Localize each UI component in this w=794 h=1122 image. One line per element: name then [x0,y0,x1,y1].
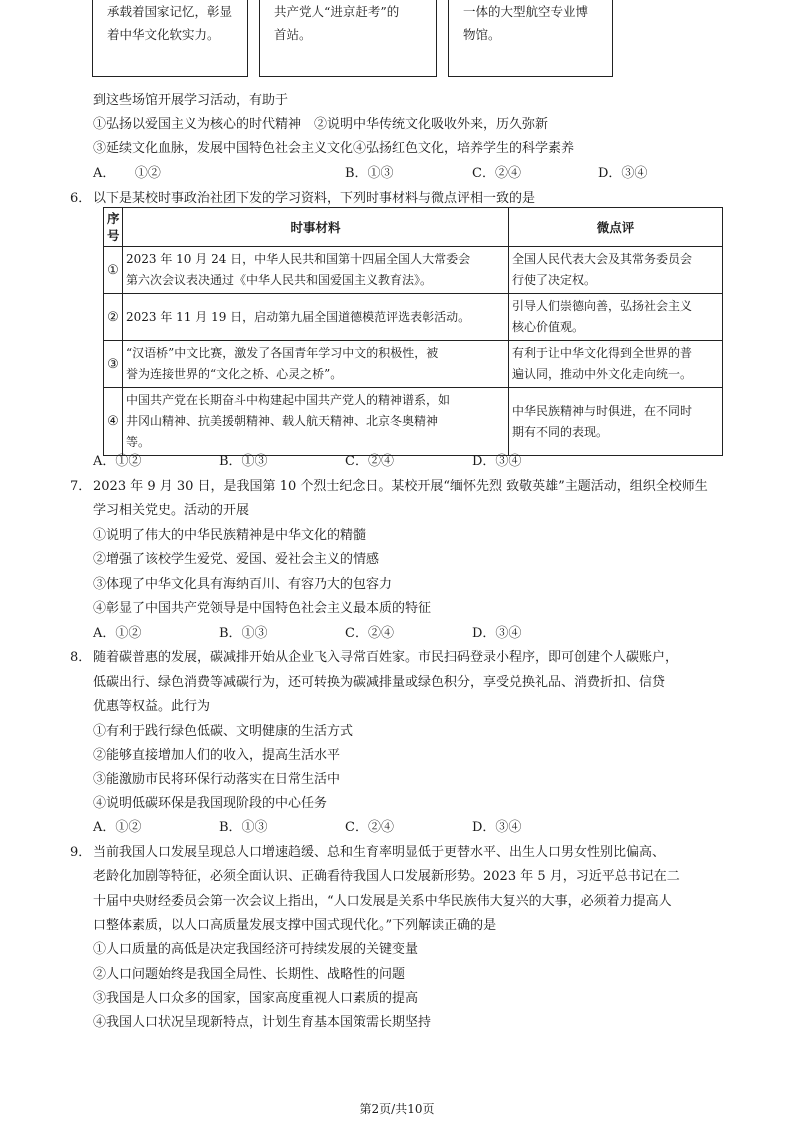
cell-line: “汉语桥”中文比赛，激发了各国青年学习中文的积极性，被 [126,346,439,360]
cell-line: 全国人民代表大会及其常务委员会 [512,252,693,266]
cell-line: 引导人们崇德向善，弘扬社会主义 [512,299,693,313]
q5-option-c[interactable]: C．②④ [472,166,521,181]
row-index: ② [104,294,123,341]
box-text: 着中华文化软实力。 [107,27,220,42]
q7-item: ①说明了伟大的中华民族精神是中华文化的精髓 [93,528,367,543]
row-comment [509,247,723,294]
cell-line: 中国共产党在长期奋斗中构建起中国共产党人的精神谱系，如 [126,393,451,407]
row-comment [509,294,723,341]
q7-option-a[interactable]: A．①② [93,626,142,641]
q7-option-b[interactable]: B．①③ [219,626,268,641]
q9-stem: 老龄化加剧等特征，必须全面认识、正确看待我国人口发展新形势。2023 年 5 月，习近平总书记在二 [93,869,680,884]
header-material: 时事材料 [123,208,509,247]
cell-line: 第六次会议表决通过《中华人民共和国爱国主义教育法》。 [126,273,433,287]
row-material [123,294,509,341]
q8-option-b[interactable]: B．①③ [219,820,268,835]
q7-number: 7． [70,479,92,494]
header-comment: 微点评 [509,208,723,247]
q6-option-b[interactable]: B．①③ [219,454,268,469]
q6-stem: 以下是某校时事政治社团下发的学习资料，下列时事材料与微点评相一致的是 [93,191,536,206]
q7-stem: 2023 年 9 月 30 日，是我国第 10 个烈士纪念日。某校开展“缅怀先烈 致敬英雄”主题活动，组织全校师生 [93,479,708,494]
box-text: 物馆。 [463,27,501,42]
q8-stem: 优惠等权益。此行为 [93,699,211,714]
row-index: ③ [104,341,123,388]
row-material [123,247,509,294]
q9-stem: 当前我国人口发展呈现总人口增速趋缓、总和生育率明显低于更替水平、出生人口男女性别比偏高、 [93,845,666,860]
box-text: 一体的大型航空专业博 [463,4,589,19]
cell-line: 期有不同的表现。 [512,424,609,439]
page-footer: 第2页/共10页 [359,1102,435,1116]
q5-item: ①弘扬以爱国主义为核心的时代精神 ②说明中华传统文化吸收外来，历久弥新 [93,117,549,132]
q8-item: ①有利于践行绿色低碳、文明健康的生活方式 [93,724,354,739]
q7-item: ②增强了该校学生爱党、爱国、爱社会主义的情感 [93,552,380,567]
q8-number: 8． [70,650,92,665]
cell-line: 誉为连接世界的“文化之桥、心灵之桥”。 [126,367,343,381]
table-row [104,294,723,341]
q6-option-d[interactable]: D．③④ [472,454,522,469]
q8-item: ③能激励市民将环保行动落实在日常生活中 [93,772,341,787]
box-text: 共产党人“进京赶考”的 [274,4,400,19]
q9-item: ③我国是人口众多的国家，国家高度重视人口素质的提高 [93,991,419,1006]
q8-option-c[interactable]: C．②④ [345,820,394,835]
q9-stem: 口整体素质，以人口高质量发展支撑中国式现代化。”下列解读正确的是 [93,918,497,933]
q7-stem: 学习相关党史。活动的开展 [93,503,250,518]
cell-line: 中华民族精神与时俱进，在不同时 [512,403,693,418]
museum-box-2 [259,0,437,77]
q9-item: ②人口问题始终是我国全局性、长期性、战略性的问题 [93,967,406,982]
q5-stem: 到这些场馆开展学习活动，有助于 [93,93,289,108]
row-material [123,341,509,388]
q9-item: ④我国人口状况呈现新特点，计划生育基本国策需长期坚持 [93,1015,432,1030]
table-row [104,388,723,456]
table-header-row [104,208,723,247]
q6-number: 6． [70,191,92,206]
q7-option-c[interactable]: C．②④ [345,626,394,641]
cell-line: 有利于让中华文化得到全世界的普 [512,346,693,360]
q8-item: ②能够直接增加人们的收入，提高生活水平 [93,748,341,763]
q7-item: ④彰显了中国共产党领导是中国特色社会主义最本质的特征 [93,601,432,616]
cell-line: 核心价值观。 [512,320,585,334]
cell-line: 行使了决定权。 [512,273,597,287]
row-comment [509,388,723,456]
cell-line: 井冈山精神、抗美援朝精神、载人航天精神、北京冬奥精神 [126,414,439,428]
row-material [123,388,509,456]
q5-item: ③延续文化血脉，发展中国特色社会主义文化④弘扬红色文化，培养学生的科学素养 [93,141,575,156]
q5-option-a[interactable]: A． ①② [93,166,161,181]
table-row [104,247,723,294]
q8-stem: 低碳出行、绿色消费等减碳行为，还可转换为碳减排量或绿色积分，享受兑换礼品、消费折扣、信贷 [93,675,666,690]
cell-line: 遍认同，推动中外文化走向统一。 [512,367,693,381]
header-index-bottom: 号 [107,228,120,243]
row-comment [509,341,723,388]
q8-option-d[interactable]: D．③④ [472,820,522,835]
header-index [104,208,123,247]
box-text: 承载着国家记忆，彰显 [107,4,233,19]
cell-line: 等。 [126,435,151,449]
q9-number: 9． [70,845,92,860]
row-index: ④ [104,388,123,456]
q8-option-a[interactable]: A．①② [93,820,142,835]
q5-option-b[interactable]: B．①③ [345,166,394,181]
header-index-top: 序 [107,211,120,226]
museum-box-1 [92,0,248,77]
q5-option-d[interactable]: D．③④ [598,166,648,181]
q8-stem: 随着碳普惠的发展，碳减排开始从企业飞入寻常百姓家。市民扫码登录小程序，即可创建个人碳账户， [93,650,679,665]
q6-option-a[interactable]: A．①② [93,454,142,469]
q6-table [103,207,723,456]
q9-item: ①人口质量的高低是决定我国经济可持续发展的关键变量 [93,942,419,957]
q6-option-c[interactable]: C．②④ [345,454,394,469]
box-text: 首站。 [274,27,312,42]
museum-box-3 [448,0,613,77]
q7-item: ③体现了中华文化具有海纳百川、有容乃大的包容力 [93,577,393,592]
cell-line: 2023 年 11 月 19 日，启动第九届全国道德模范评选表彰活动。 [126,309,471,324]
q9-stem: 十届中央财经委员会第一次会议上指出，“人口发展是关系中华民族伟大复兴的大事，必须着力提高人 [93,894,672,909]
q7-option-d[interactable]: D．③④ [472,626,522,641]
row-index: ① [104,247,123,294]
cell-line: 2023 年 10 月 24 日，中华人民共和国第十四届全国人大常委会 [126,252,471,266]
q8-item: ④说明低碳环保是我国现阶段的中心任务 [93,796,328,811]
table-row [104,341,723,388]
